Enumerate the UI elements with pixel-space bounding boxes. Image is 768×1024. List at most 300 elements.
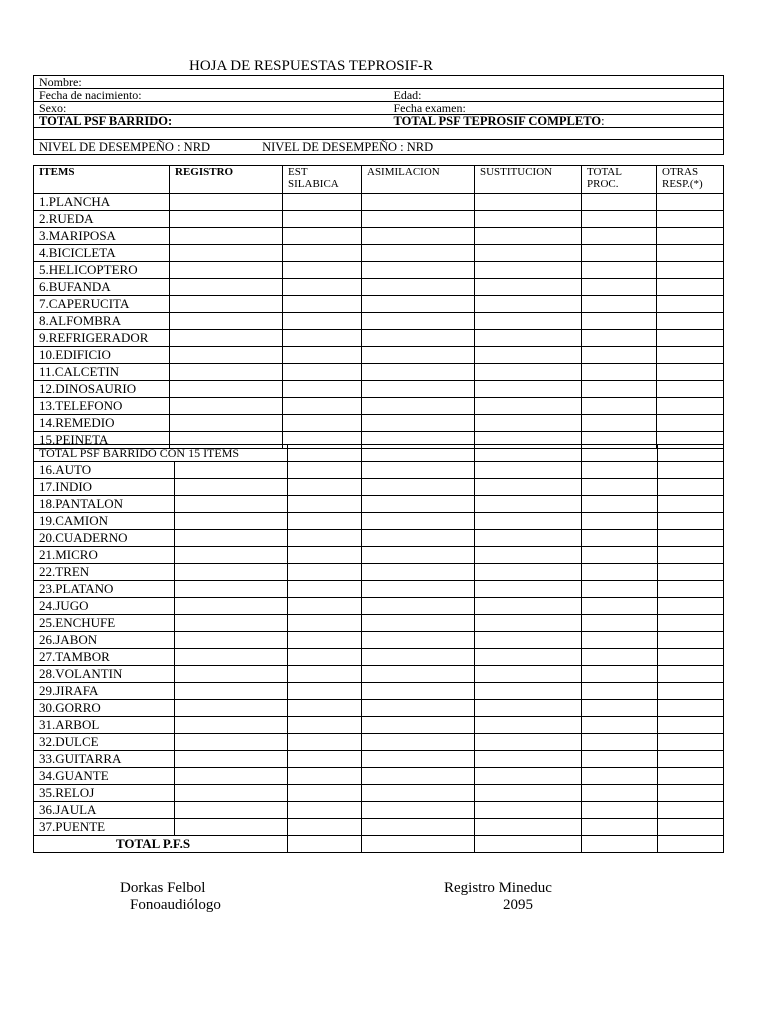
fecha-nacimiento-field[interactable]: Fecha de nacimiento:: [34, 89, 389, 102]
registro-cell[interactable]: [170, 228, 283, 245]
total-proc-cell[interactable]: [582, 462, 658, 479]
item-label: 4.BICICLETA: [34, 245, 170, 262]
asimilacion-cell[interactable]: [362, 262, 475, 279]
nombre-field[interactable]: Nombre:: [34, 76, 724, 89]
sustitucion-cell[interactable]: [475, 347, 582, 364]
total-completo-label: TOTAL PSF TEPROSIF COMPLETO: [393, 114, 602, 128]
total-proc-cell[interactable]: [582, 262, 657, 279]
otras-resp-cell[interactable]: [658, 683, 724, 700]
item-label: 14.REMEDIO: [34, 415, 170, 432]
sustitucion-cell[interactable]: [475, 245, 582, 262]
total-proc-cell[interactable]: [582, 768, 658, 785]
est-silabica-cell[interactable]: [283, 364, 362, 381]
registro-cell[interactable]: [175, 462, 288, 479]
nivel-desempeno-right: NIVEL DE DESEMPEÑO : NRD: [262, 140, 434, 154]
item-label: 13.TELEFONO: [34, 398, 170, 415]
total-completo-cell: [389, 115, 724, 128]
sustitucion-cell[interactable]: [475, 836, 582, 853]
asimilacion-cell[interactable]: [362, 279, 475, 296]
est-silabica-cell[interactable]: [288, 819, 362, 836]
total-proc-cell[interactable]: [582, 649, 658, 666]
registro-cell[interactable]: [175, 717, 288, 734]
sustitucion-cell[interactable]: [475, 296, 582, 313]
sustitucion-cell[interactable]: [475, 445, 582, 462]
registro-cell[interactable]: [170, 211, 283, 228]
asimilacion-cell[interactable]: [362, 547, 475, 564]
total-proc-cell[interactable]: [582, 615, 658, 632]
est-silabica-cell[interactable]: [288, 734, 362, 751]
otras-resp-cell[interactable]: [658, 530, 724, 547]
header-total-proc: [582, 166, 657, 194]
asimilacion-cell[interactable]: [362, 211, 475, 228]
asimilacion-cell[interactable]: [362, 734, 475, 751]
item-label: 5.HELICOPTERO: [34, 262, 170, 279]
asimilacion-cell[interactable]: [362, 683, 475, 700]
registro-cell[interactable]: [175, 530, 288, 547]
otras-resp-cell[interactable]: [658, 700, 724, 717]
subtotal-label: TOTAL PSF BARRIDO CON 15 ITEMS: [34, 445, 288, 462]
total-proc-cell[interactable]: [582, 819, 658, 836]
total-proc-cell[interactable]: [582, 564, 658, 581]
asimilacion-cell[interactable]: [362, 296, 475, 313]
item-row: [34, 364, 724, 381]
otras-resp-cell[interactable]: [658, 717, 724, 734]
asimilacion-cell[interactable]: [362, 717, 475, 734]
subtotal-row: [34, 445, 724, 462]
item-row: [34, 398, 724, 415]
total-proc-cell[interactable]: [582, 530, 658, 547]
registro-cell[interactable]: [175, 479, 288, 496]
sustitucion-cell[interactable]: [475, 262, 582, 279]
total-proc-cell[interactable]: [582, 785, 658, 802]
otras-resp-cell[interactable]: [658, 768, 724, 785]
registro-cell[interactable]: [175, 768, 288, 785]
est-silabica-cell[interactable]: [288, 445, 362, 462]
asimilacion-cell[interactable]: [362, 364, 475, 381]
total-proc-cell[interactable]: [582, 802, 658, 819]
otras-resp-cell[interactable]: [658, 615, 724, 632]
header-otras: OTRAS: [662, 166, 699, 178]
item-row: [34, 211, 724, 228]
asimilacion-cell[interactable]: [362, 347, 475, 364]
registro-cell[interactable]: [175, 547, 288, 564]
est-silabica-cell[interactable]: [283, 211, 362, 228]
total-proc-cell[interactable]: [582, 632, 658, 649]
est-silabica-cell[interactable]: [288, 496, 362, 513]
otras-resp-cell[interactable]: [657, 194, 724, 211]
total-proc-cell[interactable]: [582, 479, 658, 496]
signature-left-role: Fonoaudiólogo: [130, 897, 221, 913]
otras-resp-cell[interactable]: [658, 666, 724, 683]
sustitucion-cell[interactable]: [475, 632, 582, 649]
sustitucion-cell[interactable]: [475, 496, 582, 513]
item-label: 35.RELOJ: [34, 785, 175, 802]
otras-resp-cell[interactable]: [658, 496, 724, 513]
total-proc-cell[interactable]: [582, 415, 657, 432]
registro-cell[interactable]: [175, 683, 288, 700]
est-silabica-cell[interactable]: [283, 415, 362, 432]
title-text: HOJA DE RESPUESTAS TEPROSIF-R: [189, 58, 433, 74]
asimilacion-cell[interactable]: [362, 530, 475, 547]
est-silabica-cell[interactable]: [288, 836, 362, 853]
est-silabica-cell[interactable]: [288, 564, 362, 581]
item-row: [34, 194, 724, 211]
asimilacion-cell[interactable]: [362, 700, 475, 717]
sustitucion-cell[interactable]: [475, 666, 582, 683]
est-silabica-cell[interactable]: [288, 462, 362, 479]
otras-resp-cell[interactable]: [657, 262, 724, 279]
item-label: 24.JUGO: [34, 598, 175, 615]
registro-cell[interactable]: [170, 330, 283, 347]
sustitucion-cell[interactable]: [475, 462, 582, 479]
header-asimilacion: ASIMILACION: [362, 166, 475, 194]
asimilacion-cell[interactable]: [362, 802, 475, 819]
registro-cell[interactable]: [170, 194, 283, 211]
total-proc-cell[interactable]: [582, 751, 658, 768]
asimilacion-cell[interactable]: [362, 194, 475, 211]
sustitucion-cell[interactable]: [475, 194, 582, 211]
items-table-part2: [33, 444, 724, 853]
asimilacion-cell[interactable]: [362, 785, 475, 802]
registro-cell[interactable]: [175, 700, 288, 717]
registro-cell[interactable]: [170, 245, 283, 262]
asimilacion-cell[interactable]: [362, 445, 475, 462]
est-silabica-cell[interactable]: [288, 513, 362, 530]
otras-resp-cell[interactable]: [657, 279, 724, 296]
otras-resp-cell[interactable]: [658, 445, 724, 462]
signature-right-number: 2095: [503, 897, 533, 913]
item-row: [34, 479, 724, 496]
asimilacion-cell[interactable]: [362, 330, 475, 347]
est-silabica-cell[interactable]: [288, 666, 362, 683]
items-table-part1: [33, 165, 724, 449]
total-row: [34, 836, 724, 853]
est-silabica-cell[interactable]: [288, 717, 362, 734]
item-label: 20.CUADERNO: [34, 530, 175, 547]
sustitucion-cell[interactable]: [475, 700, 582, 717]
asimilacion-cell[interactable]: [362, 415, 475, 432]
item-label: 1.PLANCHA: [34, 194, 170, 211]
otras-resp-cell[interactable]: [658, 785, 724, 802]
otras-resp-cell[interactable]: [658, 479, 724, 496]
registro-cell[interactable]: [175, 581, 288, 598]
sustitucion-cell[interactable]: [475, 683, 582, 700]
item-row: [34, 347, 724, 364]
est-silabica-cell[interactable]: [288, 768, 362, 785]
otras-resp-cell[interactable]: [657, 296, 724, 313]
est-silabica-cell[interactable]: [288, 751, 362, 768]
total-proc-cell[interactable]: [582, 381, 657, 398]
registro-cell[interactable]: [175, 649, 288, 666]
sustitucion-cell[interactable]: [475, 649, 582, 666]
registro-cell[interactable]: [175, 751, 288, 768]
asimilacion-cell[interactable]: [362, 513, 475, 530]
item-row: [34, 632, 724, 649]
est-silabica-cell[interactable]: [283, 296, 362, 313]
sustitucion-cell[interactable]: [475, 479, 582, 496]
est-silabica-cell[interactable]: [288, 547, 362, 564]
header-silabica: SILABICA: [288, 178, 339, 190]
asimilacion-cell[interactable]: [362, 245, 475, 262]
asimilacion-cell[interactable]: [362, 564, 475, 581]
item-label: 27.TAMBOR: [34, 649, 175, 666]
total-proc-cell[interactable]: [582, 228, 657, 245]
est-silabica-cell[interactable]: [283, 398, 362, 415]
total-proc-cell[interactable]: [582, 717, 658, 734]
total-proc-cell[interactable]: [582, 700, 658, 717]
sustitucion-cell[interactable]: [475, 415, 582, 432]
asimilacion-cell[interactable]: [362, 768, 475, 785]
header-est: EST: [288, 166, 308, 178]
total-proc-cell[interactable]: [582, 347, 657, 364]
registro-cell[interactable]: [175, 819, 288, 836]
item-label: 11.CALCETIN: [34, 364, 170, 381]
asimilacion-cell[interactable]: [362, 381, 475, 398]
item-label: 2.RUEDA: [34, 211, 170, 228]
otras-resp-cell[interactable]: [658, 649, 724, 666]
est-silabica-cell[interactable]: [288, 683, 362, 700]
item-row: [34, 415, 724, 432]
asimilacion-cell[interactable]: [362, 228, 475, 245]
asimilacion-cell[interactable]: [362, 313, 475, 330]
item-label: 9.REFRIGERADOR: [34, 330, 170, 347]
item-row: [34, 751, 724, 768]
sustitucion-cell[interactable]: [475, 513, 582, 530]
total-proc-cell[interactable]: [582, 598, 658, 615]
sexo-field[interactable]: Sexo:: [34, 102, 389, 115]
total-proc-cell[interactable]: [582, 398, 657, 415]
asimilacion-cell[interactable]: [362, 615, 475, 632]
total-proc-cell[interactable]: [582, 547, 658, 564]
sustitucion-cell[interactable]: [475, 785, 582, 802]
registro-cell[interactable]: [175, 513, 288, 530]
asimilacion-cell[interactable]: [362, 751, 475, 768]
asimilacion-cell[interactable]: [362, 398, 475, 415]
item-row: [34, 296, 724, 313]
total-proc-cell[interactable]: [582, 836, 658, 853]
registro-cell[interactable]: [175, 785, 288, 802]
header-total: TOTAL: [587, 166, 622, 178]
sustitucion-cell[interactable]: [475, 313, 582, 330]
registro-cell[interactable]: [170, 296, 283, 313]
edad-field[interactable]: Edad:: [389, 89, 724, 102]
est-silabica-cell[interactable]: [288, 598, 362, 615]
otras-resp-cell[interactable]: [658, 581, 724, 598]
est-silabica-cell[interactable]: [283, 313, 362, 330]
total-barrido-label: TOTAL PSF BARRIDO:: [34, 115, 389, 128]
registro-cell[interactable]: [175, 802, 288, 819]
item-row: [34, 683, 724, 700]
otras-resp-cell[interactable]: [658, 751, 724, 768]
registro-cell[interactable]: [175, 564, 288, 581]
otras-resp-cell[interactable]: [657, 347, 724, 364]
item-row: [34, 245, 724, 262]
registro-cell[interactable]: [170, 313, 283, 330]
asimilacion-cell[interactable]: [362, 666, 475, 683]
total-proc-cell[interactable]: [582, 194, 657, 211]
est-silabica-cell[interactable]: [283, 228, 362, 245]
otras-resp-cell[interactable]: [657, 381, 724, 398]
sustitucion-cell[interactable]: [475, 751, 582, 768]
registro-cell[interactable]: [175, 666, 288, 683]
registro-cell[interactable]: [175, 734, 288, 751]
est-silabica-cell[interactable]: [288, 700, 362, 717]
total-proc-cell[interactable]: [582, 581, 658, 598]
item-label: 33.GUITARRA: [34, 751, 175, 768]
total-proc-cell[interactable]: [582, 279, 657, 296]
item-row: [34, 462, 724, 479]
total-completo-colon: :: [601, 114, 605, 128]
total-proc-cell[interactable]: [582, 496, 658, 513]
est-silabica-cell[interactable]: [288, 632, 362, 649]
est-silabica-cell[interactable]: [283, 194, 362, 211]
header-sustitucion: SUSTITUCION: [475, 166, 582, 194]
otras-resp-cell[interactable]: [658, 547, 724, 564]
item-label: 29.JIRAFA: [34, 683, 175, 700]
otras-resp-cell[interactable]: [657, 398, 724, 415]
item-label: 7.CAPERUCITA: [34, 296, 170, 313]
sustitucion-cell[interactable]: [475, 530, 582, 547]
sustitucion-cell[interactable]: [475, 734, 582, 751]
sustitucion-cell[interactable]: [475, 802, 582, 819]
item-label: 36.JAULA: [34, 802, 175, 819]
otras-resp-cell[interactable]: [658, 836, 724, 853]
sustitucion-cell[interactable]: [475, 228, 582, 245]
otras-resp-cell[interactable]: [657, 211, 724, 228]
est-silabica-cell[interactable]: [283, 330, 362, 347]
sustitucion-cell[interactable]: [475, 211, 582, 228]
registro-cell[interactable]: [175, 632, 288, 649]
otras-resp-cell[interactable]: [658, 632, 724, 649]
header-otras-resp: [657, 166, 724, 194]
otras-resp-cell[interactable]: [658, 462, 724, 479]
registro-cell[interactable]: [175, 615, 288, 632]
total-proc-cell[interactable]: [582, 313, 657, 330]
sustitucion-cell[interactable]: [475, 364, 582, 381]
item-row: [34, 330, 724, 347]
total-proc-cell[interactable]: [582, 296, 657, 313]
header-resp: RESP.(*): [662, 178, 703, 190]
registro-cell[interactable]: [170, 381, 283, 398]
est-silabica-cell[interactable]: [288, 581, 362, 598]
item-row: [34, 819, 724, 836]
est-silabica-cell[interactable]: [288, 649, 362, 666]
otras-resp-cell[interactable]: [658, 598, 724, 615]
sustitucion-cell[interactable]: [475, 564, 582, 581]
total-proc-cell[interactable]: [582, 364, 657, 381]
asimilacion-cell[interactable]: [362, 632, 475, 649]
registro-cell[interactable]: [170, 347, 283, 364]
total-proc-cell[interactable]: [582, 683, 658, 700]
item-label: 12.DINOSAURIO: [34, 381, 170, 398]
est-silabica-cell[interactable]: [288, 615, 362, 632]
total-proc-cell[interactable]: [582, 666, 658, 683]
otras-resp-cell[interactable]: [657, 364, 724, 381]
total-proc-cell[interactable]: [582, 211, 657, 228]
registro-cell[interactable]: [170, 262, 283, 279]
est-silabica-cell[interactable]: [288, 785, 362, 802]
est-silabica-cell[interactable]: [283, 347, 362, 364]
est-silabica-cell[interactable]: [283, 279, 362, 296]
asimilacion-cell[interactable]: [362, 479, 475, 496]
asimilacion-cell[interactable]: [362, 836, 475, 853]
otras-resp-cell[interactable]: [657, 330, 724, 347]
sustitucion-cell[interactable]: [475, 615, 582, 632]
item-label: 30.GORRO: [34, 700, 175, 717]
asimilacion-cell[interactable]: [362, 581, 475, 598]
est-silabica-cell[interactable]: [283, 262, 362, 279]
item-label: 19.CAMION: [34, 513, 175, 530]
total-proc-cell[interactable]: [582, 330, 657, 347]
item-label: 3.MARIPOSA: [34, 228, 170, 245]
sustitucion-cell[interactable]: [475, 330, 582, 347]
sustitucion-cell[interactable]: [475, 547, 582, 564]
est-silabica-cell[interactable]: [283, 381, 362, 398]
item-label: 26.JABON: [34, 632, 175, 649]
total-proc-cell[interactable]: [582, 445, 658, 462]
item-row: [34, 381, 724, 398]
otras-resp-cell[interactable]: [658, 513, 724, 530]
sustitucion-cell[interactable]: [475, 717, 582, 734]
item-label: 21.MICRO: [34, 547, 175, 564]
registro-cell[interactable]: [175, 496, 288, 513]
sustitucion-cell[interactable]: [475, 768, 582, 785]
otras-resp-cell[interactable]: [657, 228, 724, 245]
asimilacion-cell[interactable]: [362, 598, 475, 615]
sustitucion-cell[interactable]: [475, 598, 582, 615]
est-silabica-cell[interactable]: [288, 530, 362, 547]
sustitucion-cell[interactable]: [475, 398, 582, 415]
item-label: 28.VOLANTIN: [34, 666, 175, 683]
otras-resp-cell[interactable]: [658, 734, 724, 751]
asimilacion-cell[interactable]: [362, 649, 475, 666]
sustitucion-cell[interactable]: [475, 581, 582, 598]
registro-cell[interactable]: [170, 364, 283, 381]
est-silabica-cell[interactable]: [288, 479, 362, 496]
item-label: 22.TREN: [34, 564, 175, 581]
otras-resp-cell[interactable]: [657, 415, 724, 432]
sustitucion-cell[interactable]: [475, 279, 582, 296]
asimilacion-cell[interactable]: [362, 462, 475, 479]
sustitucion-cell[interactable]: [475, 819, 582, 836]
total-proc-cell[interactable]: [582, 245, 657, 262]
total-proc-cell[interactable]: [582, 513, 658, 530]
otras-resp-cell[interactable]: [657, 245, 724, 262]
otras-resp-cell[interactable]: [658, 819, 724, 836]
registro-cell[interactable]: [175, 598, 288, 615]
item-label: 34.GUANTE: [34, 768, 175, 785]
otras-resp-cell[interactable]: [658, 802, 724, 819]
nivel-desempeno-row: [34, 140, 724, 155]
item-row: [34, 666, 724, 683]
fecha-examen-field[interactable]: Fecha examen:: [389, 102, 724, 115]
otras-resp-cell[interactable]: [657, 313, 724, 330]
asimilacion-cell[interactable]: [362, 819, 475, 836]
item-label: 31.ARBOL: [34, 717, 175, 734]
registro-cell[interactable]: [170, 398, 283, 415]
est-silabica-cell[interactable]: [288, 802, 362, 819]
item-row: [34, 768, 724, 785]
item-label: 18.PANTALON: [34, 496, 175, 513]
total-proc-cell[interactable]: [582, 734, 658, 751]
otras-resp-cell[interactable]: [658, 564, 724, 581]
registro-cell[interactable]: [170, 279, 283, 296]
asimilacion-cell[interactable]: [362, 496, 475, 513]
registro-cell[interactable]: [170, 415, 283, 432]
item-row: [34, 530, 724, 547]
est-silabica-cell[interactable]: [283, 245, 362, 262]
sustitucion-cell[interactable]: [475, 381, 582, 398]
